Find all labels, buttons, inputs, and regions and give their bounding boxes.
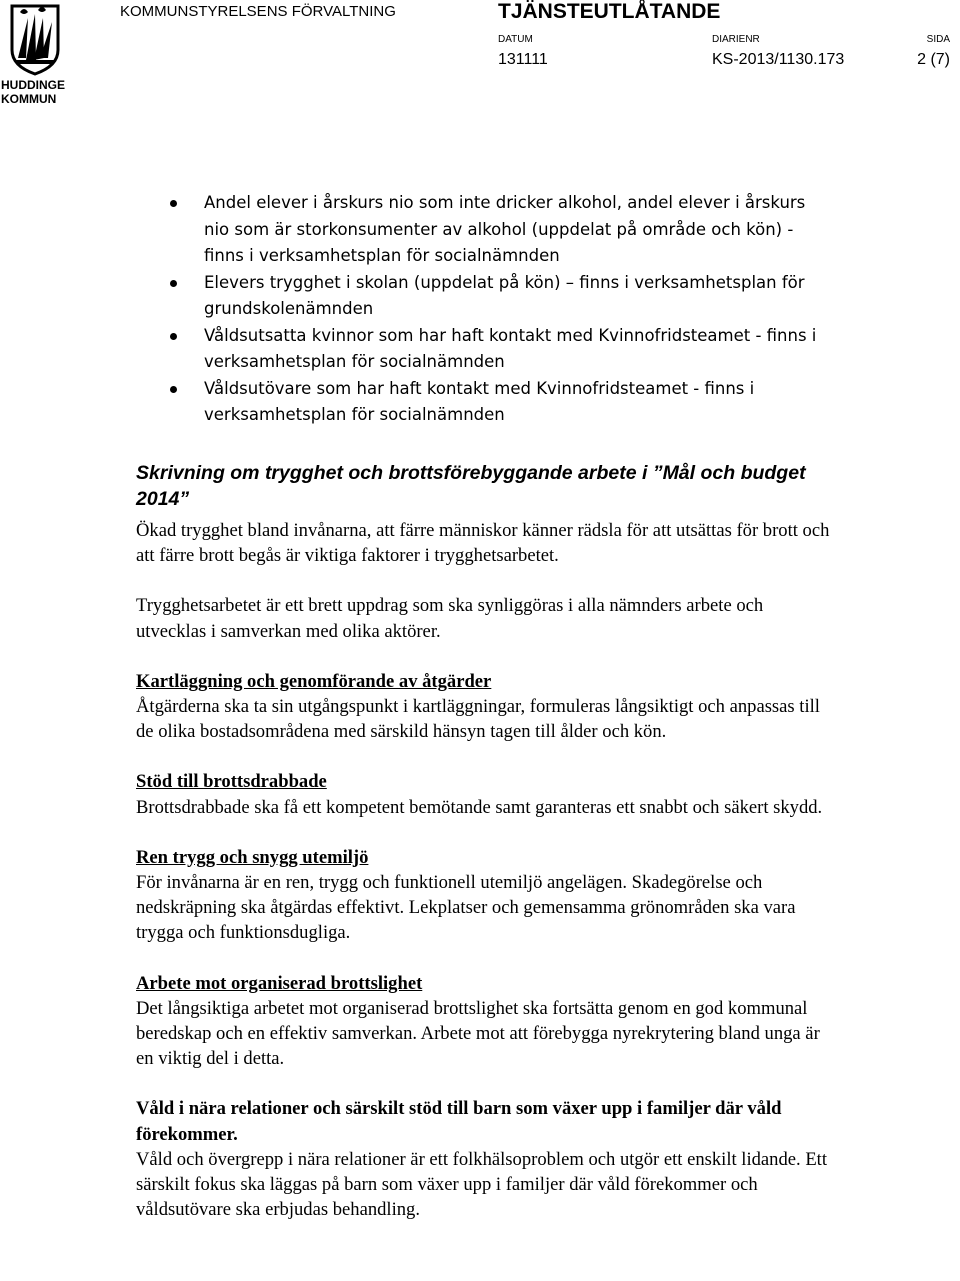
list-item [170,323,830,376]
subsection-heading: Våld i nära relationer och särskilt stöd till barn som växer upp i familjer där våld förekommer. [136,1098,782,1145]
list-item-text: Andel elever i årskurs nio som inte dricker alkohol, andel elever i årskurs nio som är storkonsumenter av alkohol (uppdelat på område och kön) - finns i verksamhetsplan för socialnämnden [204,193,806,265]
organisation-name: KOMMUNSTYRELSENS FÖRVALTNING [120,3,396,20]
list-item [170,270,830,323]
section-intro: Trygghetsarbetet är ett brett uppdrag som ska synliggöras i alla nämnders arbete och utvecklas i samverkan med olika aktörer. [136,595,764,642]
subsection-heading: Arbete mot organiserad brottslighet [136,972,423,994]
subsection-text: Det långsiktiga arbetet mot organiserad brottslighet ska fortsätta genom en god kommunal beredskap och en effektiv samverkan. Arbete mot att förebygga nyrekrytering bland unga är en viktig del i detta. [136,997,820,1070]
section-title: Skrivning om trygghet och brottsförebyggande arbete i ”Mål och budget 2014” [136,462,806,510]
subsection-text: Åtgärderna ska ta sin utgångspunkt i kartläggningar, formuleras långsiktigt och anpassas till de olika bostadsområdena med särskild hänsyn tagen till ålder och kön. [136,696,820,743]
bullet-icon [170,280,177,287]
list-item [170,190,830,270]
list-item-text: Elevers trygghet i skolan (uppdelat på kön) – finns i verksamhetsplan för grundskolenämnden [204,272,805,318]
huddinge-crest-icon [6,4,64,76]
list-item [170,376,830,429]
subsection-text: Brottsdrabbade ska få ett kompetent bemötande samt garanteras ett snabbt och säkert skydd. [136,796,823,818]
registry-value: KS-2013/1130.173 [712,51,845,68]
date-label: DATUM [498,34,533,45]
document-type: TJÄNSTEUTLÅTANDE [498,0,721,23]
date-value: 131111 [498,51,548,68]
subsection-text: För invånarna är en ren, trygg och funktionell utemiljö angelägen. Skadegörelse och nedskräpning ska åtgärdas effektivt. Lekplatser och gemensamma grönområden ska vara trygga och funktionsdugliga. [136,872,796,944]
indicator-list [170,190,830,429]
logo-text: HUDDINGE KOMMUN [1,78,66,106]
bullet-icon [170,333,177,340]
section-intro: Ökad trygghet bland invånarna, att färre människor känner rädsla för att utsättas för brott och att färre brott begås är viktiga faktorer i trygghetsarbetet. [136,520,830,567]
page-label: SIDA [926,34,950,45]
bullet-icon [170,200,177,207]
subsection-heading: Kartläggning och genomförande av åtgärder [136,670,492,692]
subsection-text: Våld och övergrepp i nära relationer är ett folkhälsoproblem och utgör ett enskilt lidande. Ett särskilt fokus ska läggas på barn som växer upp i familjer där våld förekommer och våldsutövare ska erbjudas behandling. [136,1148,828,1221]
list-item-text: Våldsutövare som har haft kontakt med Kvinnofridsteamet - finns i verksamhetsplan för socialnämnden [204,378,755,424]
document-body [136,461,836,1222]
subsection-heading: Ren trygg och snygg utemiljö [136,846,369,868]
registry-label: DIARIENR [712,34,760,45]
list-item-text: Våldsutsatta kvinnor som har haft kontakt med Kvinnofridsteamet - finns i verksamhetsplan för socialnämnden [204,325,817,371]
subsection-heading: Stöd till brottsdrabbade [136,771,327,793]
bullet-icon [170,386,177,393]
huddinge-logo [0,0,72,108]
page-value: 2 (7) [917,51,950,68]
